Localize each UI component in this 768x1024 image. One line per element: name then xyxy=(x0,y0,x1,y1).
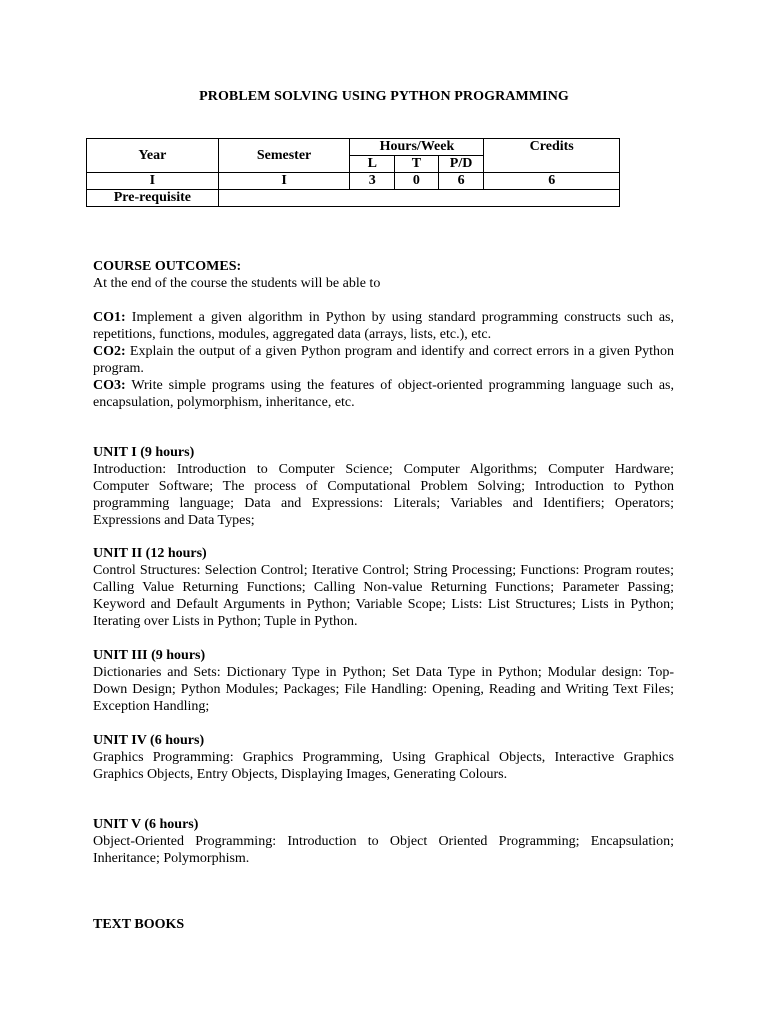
co3-text: Write simple programs using the features of object-oriented programming language such as, encapsulation, polymorphism, inheritance, etc. xyxy=(93,378,674,410)
credits-value: 6 xyxy=(484,173,620,190)
unit-3-heading: UNIT III (9 hours) xyxy=(93,648,206,663)
co2-label: CO2: xyxy=(93,344,126,359)
l-value: 3 xyxy=(350,173,395,190)
unit-3-text: Dictionaries and Sets: Dictionary Type in Python; Set Data Type in Python; Modular design: Top-Down Design; Python Modules; Packages; File Handling: Opening, Reading and Writing Text Files; Exception Handling; xyxy=(93,665,674,714)
prerequisite-label: Pre-requisite xyxy=(87,190,219,207)
unit-2-heading: UNIT II (12 hours) xyxy=(93,546,207,561)
co1-text: Implement a given algorithm in Python by using standard programming constructs such as, repetitions, functions, modules, aggregated data (arrays, lists, etc.), etc. xyxy=(93,310,674,342)
year-value: I xyxy=(87,173,219,190)
pd-header: P/D xyxy=(438,156,484,173)
course-outcome-3 xyxy=(93,377,674,411)
unit-1-heading: UNIT I (9 hours) xyxy=(93,445,195,460)
co3-label: CO3: xyxy=(93,378,126,393)
unit-2-text: Control Structures: Selection Control; Iterative Control; String Processing; Functions: Program routes; Calling Value Returning Functions; Calling Non-value Returning Functions; Parameter Passing; Keyword and Default Arguments in Python; Variable Scope; Lists: List Structures; Lists in Python; Iterating over Lists in Python; Tuple in Python. xyxy=(93,563,674,629)
pd-value: 6 xyxy=(438,173,484,190)
co2-text: Explain the output of a given Python program and identify and correct errors in a given Python program. xyxy=(93,344,674,376)
unit-1-text: Introduction: Introduction to Computer Science; Computer Algorithms; Computer Hardware; Computer Software; The process of Computational Problem Solving; Introduction to Python programming language; Data and Expressions: Literals; Variables and Identifiers; Operators; Expressions and Data Types; xyxy=(93,462,674,528)
credits-header: Credits xyxy=(484,139,620,173)
prerequisite-value xyxy=(218,190,619,207)
course-outcomes-intro: At the end of the course the students will be able to xyxy=(93,276,381,291)
course-outcomes-heading: COURSE OUTCOMES: xyxy=(93,259,242,274)
t-header: T xyxy=(395,156,439,173)
unit-5-text: Object-Oriented Programming: Introduction to Object Oriented Programming; Encapsulation; Inheritance; Polymorphism. xyxy=(93,834,674,866)
unit-4-heading: UNIT IV (6 hours) xyxy=(93,733,205,748)
hours-week-header: Hours/Week xyxy=(350,139,484,156)
course-info-table xyxy=(86,138,620,207)
l-header: L xyxy=(350,156,395,173)
t-value: 0 xyxy=(395,173,439,190)
course-outcome-1 xyxy=(93,309,674,343)
semester-header: Semester xyxy=(218,139,350,173)
course-outcome-2 xyxy=(93,343,674,377)
co1-label: CO1: xyxy=(93,310,126,325)
text-books-heading: TEXT BOOKS xyxy=(93,917,185,932)
document-body xyxy=(93,258,674,933)
year-header: Year xyxy=(87,139,219,173)
unit-5-heading: UNIT V (6 hours) xyxy=(93,817,199,832)
page-title: PROBLEM SOLVING USING PYTHON PROGRAMMING xyxy=(199,89,569,104)
semester-value: I xyxy=(218,173,350,190)
unit-4-text: Graphics Programming: Graphics Programming, Using Graphical Objects, Interactive Graphics Graphics Objects, Entry Objects, Displaying Images, Generating Colours. xyxy=(93,750,674,782)
